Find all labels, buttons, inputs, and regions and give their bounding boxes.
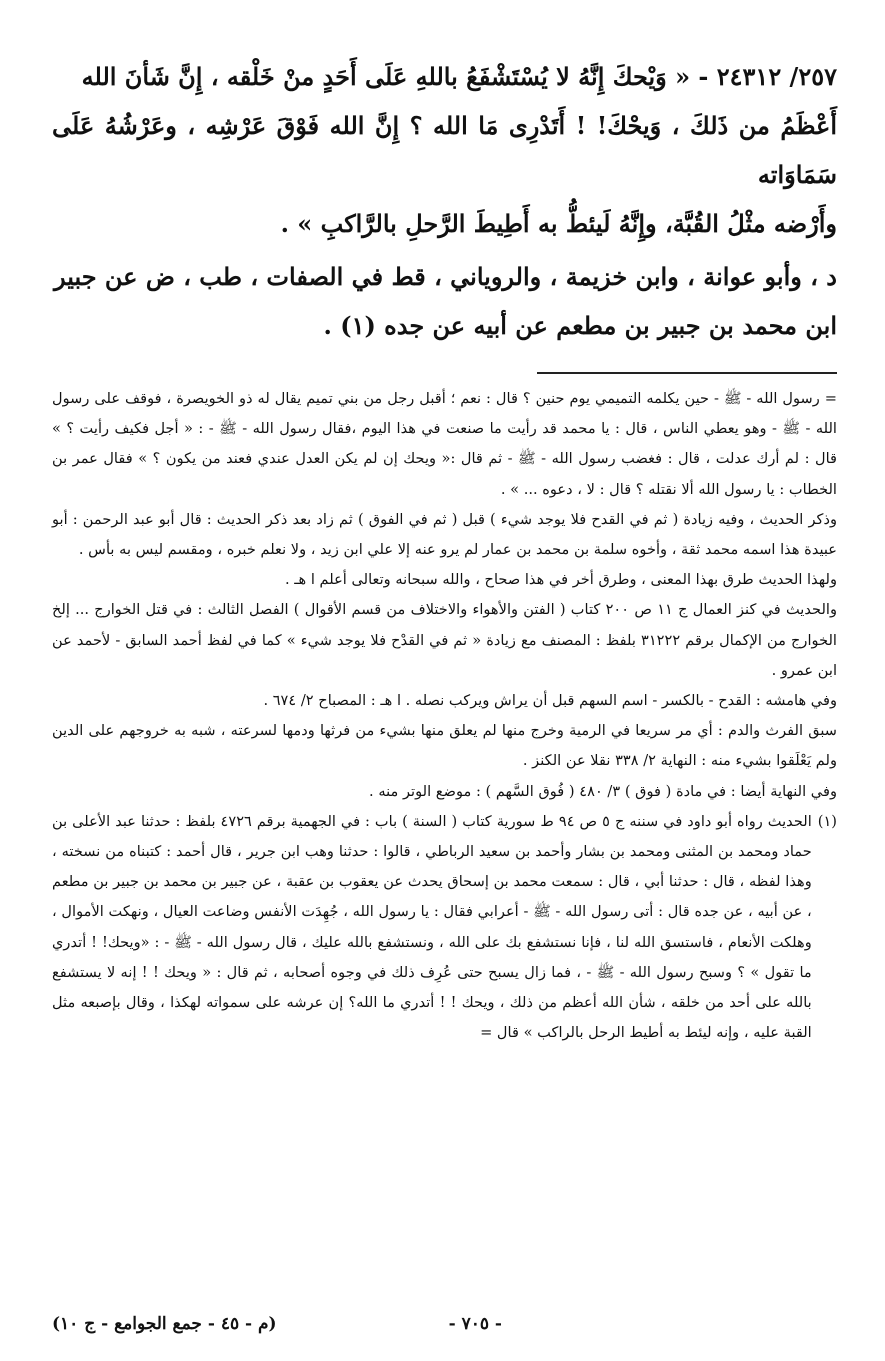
note-paragraph-3: ولهذا الحديث طرق بهذا المعنى ، وطرق أخر في هذا صحاح ، والله سبحانه وتعالى أعلم ا هـ . [284, 571, 837, 589]
book-page [52, 52, 837, 1342]
note-paragraph-4: والحديث في كنز العمال ج ١١ ص ٢٠٠ كتاب ( الفتن والأهواء والاختلاف من قسم الأقوال ) الفصل الثالث : في قتل الخوارج ... إلخ الخوارج من الإكمال برقم ٣١٢٢٢ بلفظ : المصنف مع زيادة « ثم في القدْح فلا يوجد شيء » كما في لفظ أحمد السابق - لأحمد عن ابن عمرو . [52, 601, 837, 679]
footnote-divider [537, 372, 837, 374]
note-paragraph-5: وفي هامشه : القدح - بالكسر - اسم السهم قبل أن يراش ويركب نصله . ا هـ : المصباح ٢/ ٦٧٤ . [263, 692, 837, 710]
page-number: - ٧٠٥ - [448, 1314, 502, 1334]
page-footer [52, 1314, 837, 1344]
footnote-text: الحديث رواه أبو داود في سننه ج ٥ ص ٩٤ ط سورية كتاب ( السنة ) باب : في الجهمية برقم ٤٧٢٦ بلفظ : حدثنا عبد الأعلى بن حماد ومحمد بن المثنى ومحمد بن بشار وأحمد بن سعيد الرباطي ، قالوا : حدثنا وهب ابن جرير ، قال أحمد : كتبناه من نسخته ، وهذا لفظه ، قال : حدثنا أبي ، قال : سمعت محمد بن إسحاق يحدث عن يعقوب بن عقبة ، عن جبير بن محمد بن جبير بن مطعم ، عن أبيه ، عن جده قال : أتى رسول الله - ﷺ - أعرابي فقال : يا رسول الله ، جُهِدَت الأنفس وضاعت العيال ، ونهكت الأموال ، وهلكت الأنعام ، فاستسق الله لنا ، فإنا نستشفع بك على الله ، ونستشفع بالله عليك ، قال رسول الله - ﷺ - : «ويحك! ! أتدري ما تقول » ؟ وسبح رسول الله - ﷺ - ، فما زال يسبح حتى عُرِف ذلك في وجوه أصحابه ، ثم قال : « ويحك ! ! إنه لا يستشفع بالله على أحد من خلقه ، شأن الله أعظم من ذلك ، ويحك ! ! أتدري ما الله؟ إن عرشه على سمواته لهكذا ، وقال بإصبعه مثل القبة عليه ، وإنه ليئط به أطيط الرحل بالراكب » قال = [52, 812, 812, 1042]
hadith-line-3: وأَرْضه مثْلُ القُبَّة، وإِنَّهُ لَيئطُّ به أَطِيطَ الرَّحلِ بالرَّاكبِ » . [280, 209, 837, 238]
note-paragraph-7: وفي النهاية أيضا : في مادة ( فوق ) ٣/ ٤٨٠ ( فُوق السَّهم ) : موضع الوتر منه . [369, 782, 837, 800]
source-line-1: د ، وأبو عوانة ، وابن خزيمة ، والروياني ، قط في الصفات ، طب ، ض عن جبير [53, 262, 837, 291]
source-line-2: ابن محمد بن جبير بن مطعم عن أبيه عن جده (١) . [323, 311, 837, 340]
note-paragraph-2: وذكر الحديث ، وفيه زيادة ( ثم في القدح فلا يوجد شيء ) قبل ( ثم في الفوق ) ثم زاد بعد ذكر الحديث : قال أبو عبد الرحمن : أبو عبيدة هذا اسمه محمد ثقة ، وأخوه سلمة بن محمد بن عمار لم يرو عنه إلا علي ابن زيد ، ولا نعلم خبره ، ومقسم ليس به بأس . [52, 510, 837, 559]
footnotes-block [52, 384, 837, 1048]
hadith-line-2: أَعْظَمُ من ذَلكَ ، وَيحْكَ! ! أَتَدْرِى مَا الله ؟ إِنَّ الله فَوْقَ عَرْشِه ، وعَرْشُهُ عَلَى سَمَاوَاته [52, 111, 837, 189]
main-hadith-block [52, 52, 837, 350]
note-paragraph-6: سبق الفرث والدم : أي مر سريعا في الرمية وخرج منها لم يعلق منها بشيء من فرثها ودمها لسرعته ، شبه به خروجهم على الدين ولم يَعْلَقوا بشيء منه : النهاية ٢/ ٣٣٨ نقلا عن الكنز . [52, 722, 837, 770]
hadith-line-1: ٢٥٧/ ٢٤٣١٢ - « وَيْحكَ إِنَّهُ لا يُسْتَشْفَعُ باللهِ عَلَى أَحَدٍ منْ خَلْقه ، إِنَّ شَأنَ الله [81, 62, 837, 91]
note-paragraph-1: = رسول الله - ﷺ - حين يكلمه التميمي يوم حنين ؟ قال : نعم ؛ أقبل رجل من بني تميم يقال له ذو الخويصرة ، فوقف على رسول الله - ﷺ - وهو يعطي الناس ، قال : يا محمد قد رأيت ما صنعت في هذا اليوم ،فقال رسول الله - ﷺ - : « أجل فكيف رأيت ؟ » قال : لم أرك عدلت ، قال : فغضب رسول الله - ﷺ - ثم قال :« ويحك إن لم يكن العدل عندي فعند من يكون ؟ » فقال عمر بن الخطاب : يا رسول الله ألا نقتله ؟ قال : لا ، دعوه ... » . [52, 390, 837, 498]
footnote-1 [52, 807, 837, 1049]
printer-signature: (م - ٤٥ - جمع الجوامع - ج ١٠) [52, 1314, 277, 1334]
footnote-marker: (١) [817, 812, 837, 830]
